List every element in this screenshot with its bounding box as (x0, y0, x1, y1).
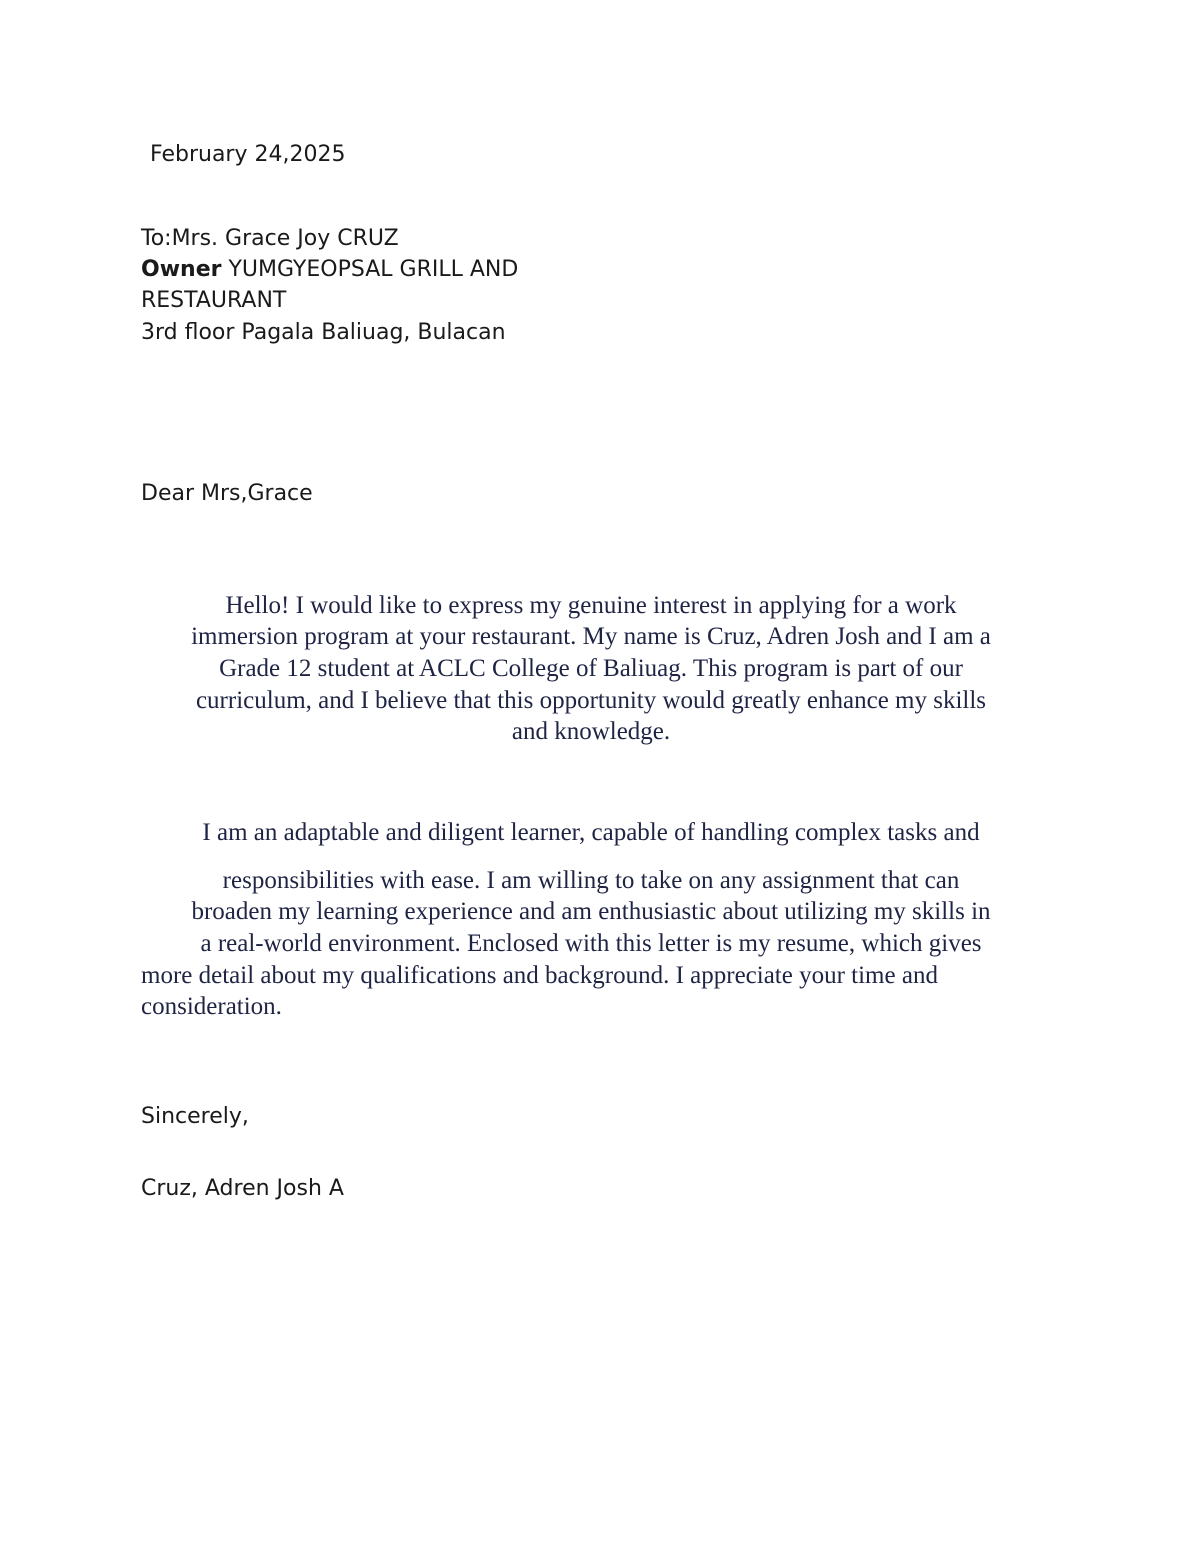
paragraph1-line: immersion program at your restaurant. My name is Cruz, Adren Josh and I am a (191, 623, 991, 650)
paragraph2-line: broaden my learning experience and am enthusiastic about utilizing my skills in (191, 898, 991, 925)
paragraph2-line: responsibilities with ease. I am willing to take on any assignment that can (222, 867, 960, 894)
paragraph1-line: Hello! I would like to express my genuine interest in applying for a work (225, 592, 957, 619)
recipient-address: 3rd floor Pagala Baliuag, Bulacan (141, 320, 506, 345)
paragraph1-line: and knowledge. (511, 718, 671, 745)
letter-date: February 24,2025 (150, 142, 346, 167)
paragraph1-line: Grade 12 student at ACLC College of Baliuag. This program is part of our (219, 655, 963, 682)
paragraph2-line: a real-world environment. Enclosed with this letter is my resume, which gives (200, 930, 982, 957)
paragraph2-line: I am an adaptable and diligent learner, capable of handling complex tasks and (202, 819, 980, 846)
recipient-business-name-cont: RESTAURANT (141, 288, 287, 313)
recipient-name-line: To:Mrs. Grace Joy CRUZ (141, 226, 399, 251)
paragraph2-line: more detail about my qualifications and background. I appreciate your time and (141, 962, 938, 989)
paragraph1-line: curriculum, and I believe that this opportunity would greatly enhance my skills (195, 687, 987, 714)
recipient-title-bold: Owner (141, 257, 222, 282)
salutation: Dear Mrs,Grace (141, 481, 313, 506)
signature-name: Cruz, Adren Josh A (141, 1176, 344, 1201)
recipient-business-name: YUMGYEOPSAL GRILL AND (221, 257, 519, 282)
paragraph2-line: consideration. (141, 993, 282, 1020)
closing: Sincerely, (141, 1104, 249, 1129)
recipient-title-line (141, 257, 518, 282)
